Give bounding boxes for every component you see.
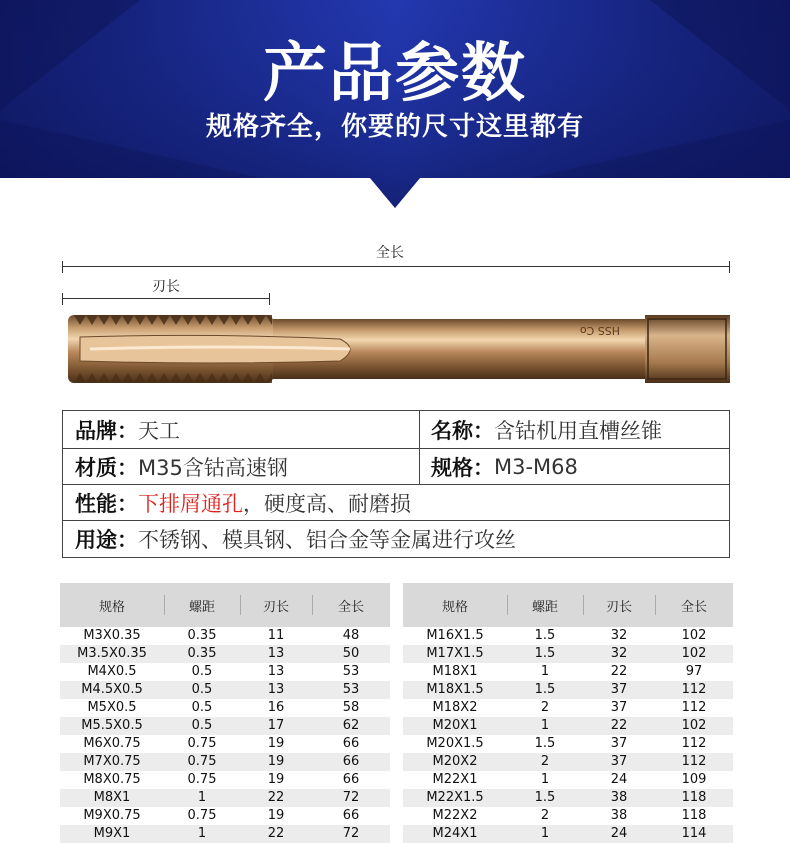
cell-spec: M20X1.5 [403,735,507,753]
cell-pitch: 1.5 [507,735,583,753]
cell-pitch: 1 [507,825,583,843]
cell-blade: 22 [240,825,312,843]
table-row [60,627,390,645]
cell-pitch: 0.5 [164,681,240,699]
cell-blade: 38 [583,807,655,825]
table-row [403,789,733,807]
cell-length: 58 [312,699,390,717]
table-row [403,753,733,771]
page-title: 产品参数 [263,37,527,111]
full-length-label: 全长 [376,245,404,261]
cell-pitch: 1 [164,789,240,807]
cell-pitch: 0.75 [164,807,240,825]
cell-length: 50 [312,645,390,663]
blade-length-label: 刃长 [152,279,180,295]
cell-length: 102 [655,627,733,645]
cell-length: 114 [655,825,733,843]
usage-label: 用途： [75,528,138,552]
spec-row-performance [63,485,729,521]
cell-length: 112 [655,735,733,753]
full-length-dimension-line [62,261,730,273]
table-row [60,699,390,717]
cell-length: 112 [655,681,733,699]
cell-blade: 32 [583,645,655,663]
performance-rest: ，硬度高、耐磨损 [243,491,411,516]
spec-row-brand-name [63,411,729,449]
performance-label: 性能： [75,491,138,516]
cell-spec: M17X1.5 [403,645,507,663]
cell-pitch: 0.5 [164,717,240,735]
brand-label: 品牌： [75,418,138,443]
cell-spec: M20X2 [403,753,507,771]
cell-blade: 37 [583,753,655,771]
table-row [403,771,733,789]
col-header-spec: 规格 [403,583,507,627]
cell-blade: 17 [240,717,312,735]
table-row [60,825,390,843]
name-label: 名称： [431,418,494,443]
cell-spec: M18X1.5 [403,681,507,699]
cell-length: 48 [312,627,390,645]
table-row [403,627,733,645]
cell-pitch: 1 [507,663,583,681]
size-table-right [403,583,733,843]
cell-pitch: 1 [507,771,583,789]
cell-length: 118 [655,807,733,825]
cell-spec: M3.5X0.35 [60,645,164,663]
header-banner [0,0,790,210]
cell-spec: M16X1.5 [403,627,507,645]
table-row [60,789,390,807]
cell-pitch: 0.75 [164,771,240,789]
table-row [60,663,390,681]
table-header-row [60,583,390,627]
cell-spec: M5.5X0.5 [60,717,164,735]
cell-length: 72 [312,789,390,807]
cell-length: 102 [655,645,733,663]
cell-length: 66 [312,735,390,753]
cell-pitch: 0.75 [164,753,240,771]
table-row [403,807,733,825]
cell-pitch: 0.75 [164,735,240,753]
cell-length: 66 [312,753,390,771]
table-row [403,681,733,699]
cell-blade: 37 [583,681,655,699]
cell-pitch: 2 [507,753,583,771]
cell-blade: 19 [240,807,312,825]
table-header-row [403,583,733,627]
cell-length: 112 [655,699,733,717]
page-subtitle: 规格齐全，你要的尺寸这里都有 [205,112,584,142]
table-row [403,663,733,681]
blade-length-dimension-line [62,293,270,305]
cell-blade: 13 [240,645,312,663]
cell-spec: M8X0.75 [60,771,164,789]
cell-length: 66 [312,771,390,789]
cell-blade: 24 [583,825,655,843]
spec-row-usage [63,521,729,557]
cell-pitch: 1.5 [507,789,583,807]
cell-length: 109 [655,771,733,789]
cell-pitch: 1.5 [507,681,583,699]
col-header-pitch: 螺距 [164,583,240,627]
performance-highlight: 下排屑通孔 [138,491,243,516]
cell-pitch: 0.5 [164,663,240,681]
cell-pitch: 0.35 [164,645,240,663]
cell-spec: M7X0.75 [60,753,164,771]
cell-spec: M8X1 [60,789,164,807]
cell-blade: 37 [583,699,655,717]
table-row [403,645,733,663]
col-header-length: 全长 [312,583,390,627]
cell-length: 62 [312,717,390,735]
spec-label: 规格： [431,455,494,480]
cell-spec: M22X1 [403,771,507,789]
table-row [403,717,733,735]
cell-blade: 38 [583,789,655,807]
material-label: 材质： [75,455,138,480]
table-row [60,717,390,735]
table-row [60,735,390,753]
table-row [403,825,733,843]
cell-spec: M18X1 [403,663,507,681]
cell-length: 112 [655,753,733,771]
cell-spec: M5X0.5 [60,699,164,717]
cell-blade: 22 [240,789,312,807]
cell-pitch: 0.35 [164,627,240,645]
cell-length: 66 [312,807,390,825]
cell-spec: M24X1 [403,825,507,843]
cell-spec: M3X0.35 [60,627,164,645]
cell-pitch: 1 [164,825,240,843]
col-header-blade: 刃长 [240,583,312,627]
cell-spec: M9X0.75 [60,807,164,825]
cell-blade: 13 [240,663,312,681]
cell-blade: 22 [583,717,655,735]
cell-blade: 22 [583,663,655,681]
cell-length: 53 [312,663,390,681]
name-value: 含钴机用直槽丝锥 [494,418,662,443]
cell-pitch: 2 [507,699,583,717]
cell-spec: M4.5X0.5 [60,681,164,699]
cell-blade: 16 [240,699,312,717]
col-header-pitch: 螺距 [507,583,583,627]
table-row [60,807,390,825]
cell-blade: 19 [240,753,312,771]
cell-blade: 11 [240,627,312,645]
cell-length: 102 [655,717,733,735]
cell-length: 72 [312,825,390,843]
col-header-spec: 规格 [60,583,164,627]
cell-blade: 24 [583,771,655,789]
material-value: M35含钴高速钢 [138,455,288,480]
size-table-left [60,583,390,843]
cell-pitch: 2 [507,807,583,825]
cell-length: 97 [655,663,733,681]
cell-blade: 37 [583,735,655,753]
cell-spec: M6X0.75 [60,735,164,753]
cell-spec: M22X1.5 [403,789,507,807]
cell-pitch: 1.5 [507,645,583,663]
cell-spec: M18X2 [403,699,507,717]
table-row [403,735,733,753]
tool-engraving-text: HSS Co [579,324,620,337]
cell-spec: M20X1 [403,717,507,735]
cell-length: 53 [312,681,390,699]
cell-spec: M22X2 [403,807,507,825]
table-row [60,645,390,663]
cell-blade: 19 [240,735,312,753]
spec-box [62,410,730,558]
table-row [60,753,390,771]
cell-spec: M9X1 [60,825,164,843]
usage-value: 不锈钢、模具钢、铝合金等金属进行攻丝 [138,528,516,552]
cell-blade: 13 [240,681,312,699]
cell-pitch: 0.5 [164,699,240,717]
col-header-length: 全长 [655,583,733,627]
tap-tool-image [60,305,735,390]
cell-blade: 19 [240,771,312,789]
spec-value: M3-M68 [494,454,578,479]
col-header-blade: 刃长 [583,583,655,627]
cell-pitch: 1.5 [507,627,583,645]
table-row [60,771,390,789]
table-row [403,699,733,717]
brand-value: 天工 [138,418,180,443]
cell-blade: 32 [583,627,655,645]
table-row [60,681,390,699]
cell-length: 118 [655,789,733,807]
spec-row-material-spec [63,449,729,485]
cell-spec: M4X0.5 [60,663,164,681]
cell-pitch: 1 [507,717,583,735]
